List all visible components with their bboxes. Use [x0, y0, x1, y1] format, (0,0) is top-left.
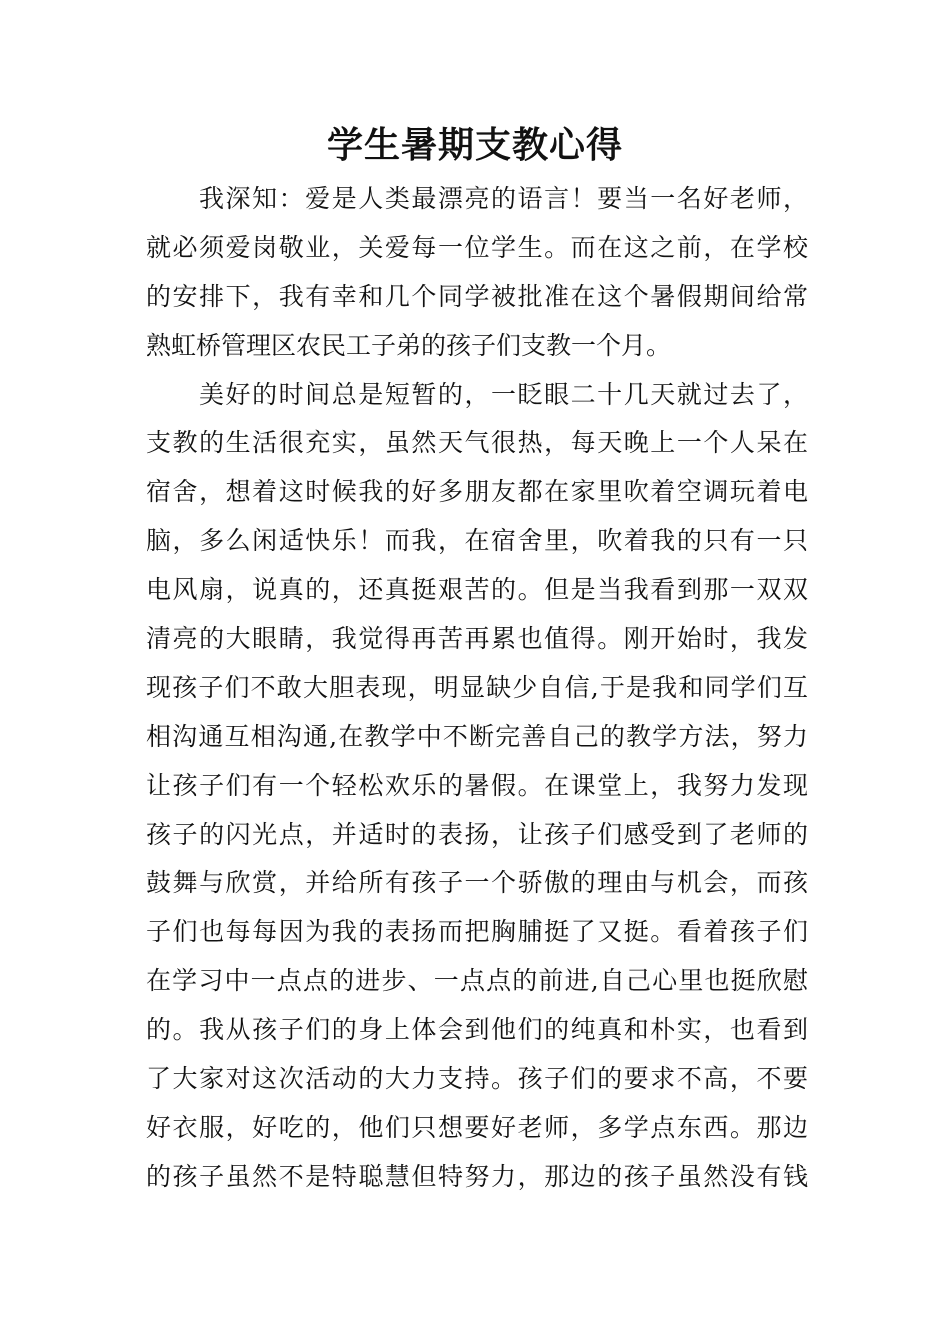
- paragraph-line: 在学习中一点点的进步、一点点的前进,自己心里也挺欣慰: [146, 966, 808, 996]
- paragraph-line: 让孩子们有一个轻松欢乐的暑假。在课堂上，我努力发现: [146, 770, 808, 800]
- paragraph-line: 的。我从孩子们的身上体会到他们的纯真和朴实，也看到: [146, 1015, 808, 1045]
- paragraph-line: 清亮的大眼睛，我觉得再苦再累也值得。刚开始时，我发: [146, 624, 808, 654]
- paragraph-line: 熟虹桥管理区农民工子弟的孩子们支教一个月。: [146, 330, 672, 360]
- paragraph-line: 孩子的闪光点，并适时的表扬，让孩子们感受到了老师的: [146, 819, 808, 849]
- paragraph-line: 现孩子们不敢大胆表现，明显缺少自信,于是我和同学们互: [146, 672, 808, 702]
- paragraph-line: 鼓舞与欣赏，并给所有孩子一个骄傲的理由与机会，而孩: [146, 868, 808, 898]
- document-body: [146, 175, 808, 1202]
- paragraph-line: 的安排下，我有幸和几个同学被批准在这个暑假期间给常: [146, 281, 808, 311]
- paragraph-line: 好衣服，好吃的，他们只想要好老师，多学点东西。那边: [146, 1112, 808, 1142]
- paragraph-line: 的孩子虽然不是特聪慧但特努力，那边的孩子虽然没有钱: [146, 1161, 808, 1191]
- paragraph-line: 我深知：爱是人类最漂亮的语言！要当一名好老师，: [199, 184, 808, 213]
- paragraph-line: 电风扇，说真的，还真挺艰苦的。但是当我看到那一双双: [146, 575, 808, 605]
- paragraph-line: 宿舍，想着这时候我的好多朋友都在家里吹着空调玩着电: [146, 477, 808, 507]
- paragraph-line: 相沟通互相沟通,在教学中不断完善自己的教学方法，努力: [146, 721, 808, 751]
- paragraph-line: 了大家对这次活动的大力支持。孩子们的要求不高，不要: [146, 1064, 808, 1094]
- paragraph-line: 脑，多么闲适快乐！而我，在宿舍里，吹着我的只有一只: [146, 526, 808, 556]
- document-title: 学生暑期支教心得: [326, 125, 623, 166]
- paragraph-line: 就必须爱岗敬业，关爱每一位学生。而在这之前，在学校: [146, 232, 808, 262]
- paragraph-1: [146, 175, 808, 371]
- paragraph-line: 子们也每每因为我的表扬而把胸脯挺了又挺。看着孩子们: [146, 917, 808, 947]
- paragraph-2: [146, 371, 808, 1202]
- paragraph-line: 美好的时间总是短暂的，一眨眼二十几天就过去了，: [199, 379, 808, 409]
- paragraph-line: 支教的生活很充实，虽然天气很热，每天晚上一个人呆在: [146, 428, 808, 458]
